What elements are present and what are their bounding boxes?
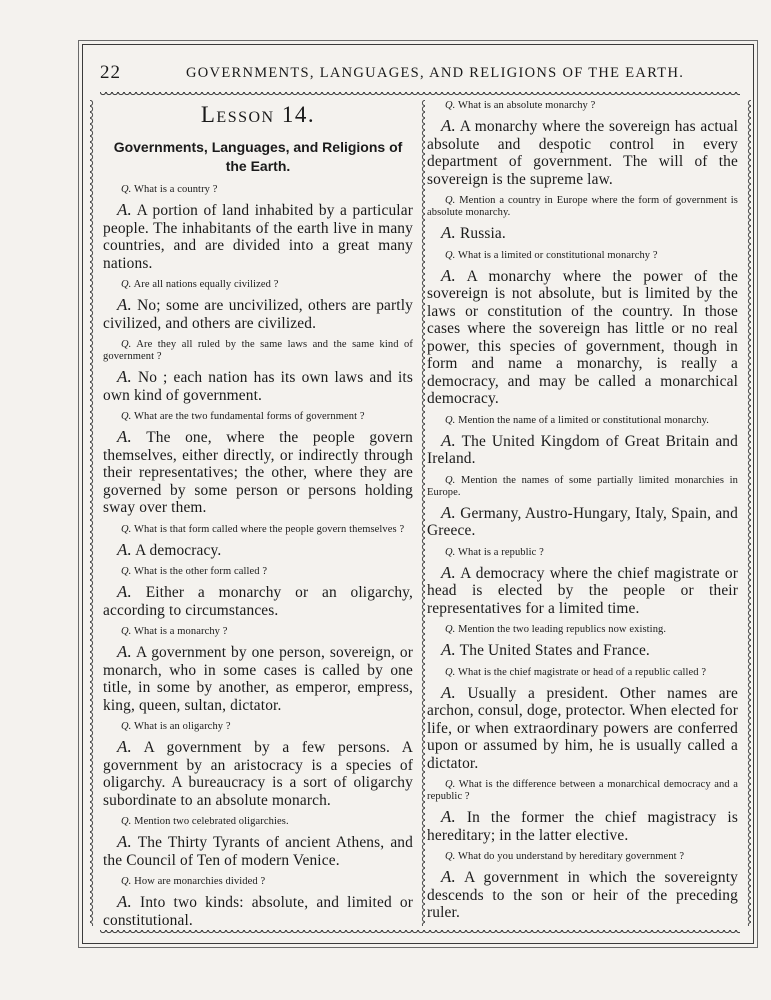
question-label: Q. (445, 624, 456, 635)
qa-item (103, 411, 413, 517)
question (103, 626, 413, 638)
answer-label: A. (117, 200, 132, 219)
question (427, 195, 738, 219)
answer (103, 428, 413, 517)
question (103, 566, 413, 578)
qa-item (427, 250, 738, 408)
question-text: Are all nations equally civilized ? (133, 279, 279, 290)
right-column (427, 100, 738, 929)
question-label: Q. (445, 249, 456, 261)
answer-text: A portion of land inhabited by a particular people. The inhabitants of the earth live in many countries, and are divided into a great many nations. (103, 202, 413, 272)
answer-text: A democracy. (135, 541, 222, 559)
wavy-rule-column-divider (419, 100, 425, 926)
question-text: What is a limited or constitutional monarchy ? (457, 249, 658, 261)
question-label: Q. (121, 279, 132, 290)
answer-label: A. (117, 539, 132, 559)
answer-text: Usually a president. Other names are archon, consul, doge, protector. When elected for life, or when extraordinary powers are conferred upon or assumed by him, he is usually called a dictator. (427, 684, 739, 772)
wavy-rule-left (90, 100, 96, 926)
answer (103, 541, 413, 560)
lesson-subtitle: Governments, Languages, and Religions of the Earth. (113, 139, 403, 174)
qa-item (103, 524, 413, 560)
answer-label: A. (441, 807, 456, 826)
qa-item (427, 547, 738, 618)
qa-item (103, 816, 413, 869)
question (427, 667, 738, 679)
answer (427, 564, 738, 618)
qa-item (103, 721, 413, 809)
answer-text: A government in which the sovereignty descends to the son or heir of the preceding ruler. (427, 869, 738, 921)
qa-item (427, 195, 738, 243)
answer (427, 504, 738, 540)
answer (427, 808, 738, 844)
question (103, 339, 413, 363)
answer-label: A. (441, 682, 456, 702)
answer-text: A monarchy where the power of the sovereign is not absolute, but is limited by the laws or constitution of the country. In those cases where the sovereign has little or no real power, this species of government, though in form and name a monarchy, is really a democracy, and may be called a monarchical democracy. (427, 267, 739, 407)
answer-label: A. (441, 867, 456, 886)
question (103, 411, 413, 423)
question (103, 184, 413, 196)
question-label: Q. (445, 195, 456, 206)
question (427, 547, 738, 559)
question (427, 250, 738, 262)
qa-item (103, 876, 413, 929)
answer-text: The United States and France. (459, 642, 650, 659)
running-head: GOVERNMENTS, LANGUAGES, AND RELIGIONS OF THE EARTH. (186, 65, 685, 81)
answer (427, 224, 738, 243)
qa-item (103, 184, 413, 272)
question (427, 415, 738, 427)
qa-item (103, 279, 413, 332)
answer (427, 641, 738, 660)
answer (103, 833, 413, 869)
answer-text: Into two kinds: absolute, and limited or constitutional. (103, 894, 414, 929)
question-label: Q. (121, 339, 132, 350)
answer-text: A democracy where the chief magistrate or head is elected by the people or their representatives for a limited time. (427, 564, 738, 617)
answer-text: The United Kingdom of Great Britain and Ireland. (427, 432, 738, 467)
qa-item (427, 779, 738, 844)
question-label: Q. (121, 184, 132, 195)
answer-label: A. (441, 116, 456, 135)
question (103, 721, 413, 733)
question-text: What is the other form called ? (133, 566, 268, 577)
answer-text: A government by one person, sovereign, or monarch, who in some cases is called by one title, in some by another, as emperor, empress, king, queen, sultan, dictator. (103, 644, 413, 714)
question (427, 475, 738, 499)
question-text: What is the chief magistrate or head of a republic called ? (457, 666, 707, 678)
question-label: Q. (121, 523, 132, 535)
question-label: Q. (445, 474, 456, 486)
answer-text: Russia. (459, 225, 506, 242)
question-label: Q. (445, 414, 456, 426)
answer-text: A monarchy where the sovereign has actual absolute and despotic control in every department of government. The will of the sovereign is the supreme law. (427, 118, 738, 188)
answer (427, 432, 738, 468)
answer-text: In the former the chief magistracy is hereditary; in the latter elective. (427, 809, 738, 844)
qa-item (103, 566, 413, 619)
qa-item (427, 624, 738, 660)
answer-text: No ; each nation has its own laws and its own kind of government. (103, 369, 413, 404)
question-label: Q. (445, 779, 456, 790)
question-label: Q. (121, 721, 132, 732)
lesson-title: Lesson 14. (200, 102, 316, 127)
question (103, 816, 413, 828)
question-label: Q. (121, 816, 132, 827)
question-text: What is a republic ? (457, 546, 544, 558)
qa-item (427, 851, 738, 922)
question-text: What is an absolute monarchy ? (457, 100, 596, 111)
page-number: 22 (100, 62, 121, 83)
answer-label: A. (117, 582, 132, 601)
left-column (103, 100, 413, 936)
question (103, 279, 413, 291)
question-label: Q. (121, 626, 132, 637)
question-text: Mention a country in Europe where the form of government is absolute monarchy. (427, 195, 738, 218)
question-label: Q. (445, 851, 456, 862)
question-text: Mention the name of a limited or constitutional monarchy. (458, 414, 709, 426)
question-text: Mention the names of some partially limited monarchies in Europe. (427, 474, 738, 498)
answer (103, 296, 413, 332)
answer (103, 368, 413, 404)
answer (427, 868, 738, 922)
answer (103, 893, 413, 929)
qa-item (427, 667, 738, 773)
question-text: What is a country ? (133, 184, 218, 195)
answer-label: A. (117, 737, 132, 756)
answer-text: No; some are uncivilized, others are partly civilized, and others are civilized. (103, 297, 413, 332)
answer-text: Either a monarchy or an oligarchy, according to circumstances. (103, 584, 414, 619)
question-text: How are monarchies divided ? (134, 876, 266, 887)
question-text: Are they all ruled by the same laws and the same kind of government ? (103, 339, 413, 362)
question (427, 779, 738, 803)
question-label: Q. (445, 666, 456, 678)
wavy-rule-right (745, 100, 751, 926)
question-text: What is that form called where the people govern themselves ? (133, 523, 405, 535)
question-text: Mention the two leading republics now existing. (458, 624, 667, 635)
answer (103, 643, 413, 714)
answer-text: The Thirty Tyrants of ancient Athens, and the Council of Ten of modern Venice. (103, 834, 413, 869)
answer-label: A. (441, 223, 456, 242)
answer (427, 117, 738, 188)
answer-label: A. (117, 642, 132, 661)
answer-label: A. (117, 367, 132, 386)
question-text: What is a monarchy ? (133, 626, 228, 637)
answer-text: Germany, Austro-Hungary, Italy, Spain, and Greece. (427, 504, 739, 539)
answer-label: A. (117, 427, 132, 446)
question-text: What do you understand by hereditary government ? (457, 851, 685, 862)
answer-label: A. (441, 502, 456, 522)
answer (103, 583, 413, 619)
qa-item (427, 415, 738, 468)
answer-label: A. (117, 295, 132, 314)
question-text: Mention two celebrated oligarchies. (134, 816, 289, 827)
wavy-rule-top (100, 92, 740, 98)
page-header (100, 62, 740, 84)
question (427, 100, 738, 112)
question-text: What are the two fundamental forms of government ? (133, 411, 365, 422)
question-label: Q. (121, 566, 132, 577)
answer-label: A. (117, 832, 132, 851)
answer-label: A. (441, 640, 456, 659)
answer (427, 267, 738, 408)
answer (103, 201, 413, 272)
question-label: Q. (121, 876, 132, 887)
question-label: Q. (445, 100, 456, 111)
answer (427, 684, 738, 773)
qa-item (427, 100, 738, 188)
answer-label: A. (441, 265, 456, 285)
question-text: What is the difference between a monarchical democracy and a republic ? (427, 779, 738, 802)
qa-item (103, 626, 413, 714)
answer-label: A. (117, 892, 132, 911)
question (103, 524, 413, 536)
question (103, 876, 413, 888)
answer-label: A. (441, 562, 456, 582)
qa-item (103, 339, 413, 404)
answer-label: A. (441, 430, 456, 450)
answer (103, 738, 413, 809)
question (427, 851, 738, 863)
question (427, 624, 738, 636)
question-label: Q. (445, 546, 456, 558)
answer-text: A government by a few persons. A government by an aristocracy is a species of oligarchy. A bureaucracy is a sort of oligarchy subordinate to an absolute monarch. (103, 739, 413, 809)
answer-text: The one, where the people govern themselves, either directly, or indirectly through their representatives; the other, where they are governed by some person or persons holding sway over them. (103, 429, 413, 516)
question-label: Q. (121, 411, 132, 422)
question-text: What is an oligarchy ? (133, 721, 231, 732)
qa-item (427, 475, 738, 540)
